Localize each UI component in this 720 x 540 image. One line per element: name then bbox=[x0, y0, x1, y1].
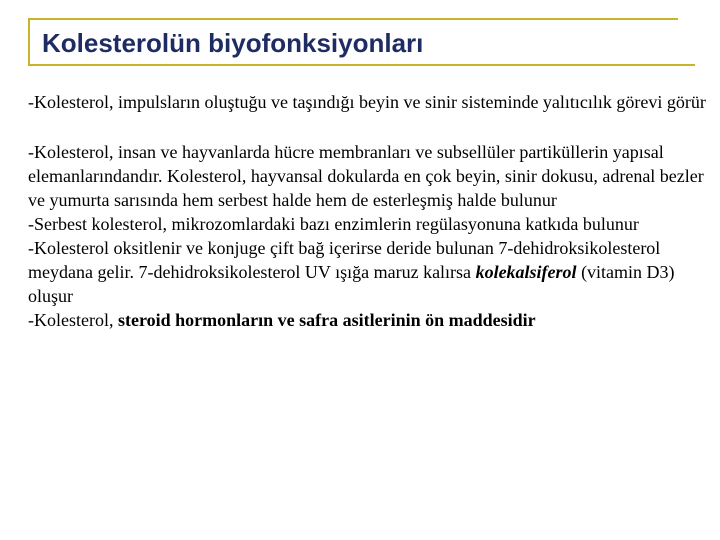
slide-content bbox=[28, 90, 710, 332]
frame-top-line bbox=[28, 18, 678, 20]
kolekalsiferol-term: kolekalsiferol bbox=[475, 262, 577, 282]
paragraph-4-start: -Kolesterol oksitlenir ve konjuge çift bağ içerirse deride bulunan 7-dehidroksikolesterol meydana gelir. 7-dehidroksikolesterol UV ışığa maruz kalırsa bbox=[28, 238, 661, 282]
paragraph-4-end: (vitamin D3) oluşur bbox=[28, 262, 675, 306]
paragraph-4 bbox=[28, 236, 710, 308]
paragraph-5 bbox=[28, 308, 710, 332]
frame-bottom-line bbox=[30, 64, 695, 66]
paragraph-5-bold: steroid hormonların ve safra asitlerinin ön maddesidir bbox=[117, 310, 536, 330]
paragraph-3: -Serbest kolesterol, mikrozomlardaki bazı enzimlerin regülasyonuna katkıda bulunur bbox=[28, 214, 639, 234]
paragraph-1: -Kolesterol, impulsların oluştuğu ve taşındığı beyin ve sinir sisteminde yalıtıcılık görevi görür bbox=[28, 92, 706, 112]
slide-title: Kolesterolün biyofonksiyonları bbox=[42, 28, 424, 58]
paragraph-5-start: -Kolesterol, bbox=[28, 310, 118, 330]
frame-left-line bbox=[28, 18, 30, 66]
paragraph-2: -Kolesterol, insan ve hayvanlarda hücre membranları ve subsellüler partiküllerin yapısal elemanlarındandır. Kolesterol, hayvansal dokularda en çok beyin, sinir dokusu, adrenal bezler ve yumurta sarısında hem serbest halde hem de esterleşmiş halde bulunur bbox=[28, 142, 704, 210]
